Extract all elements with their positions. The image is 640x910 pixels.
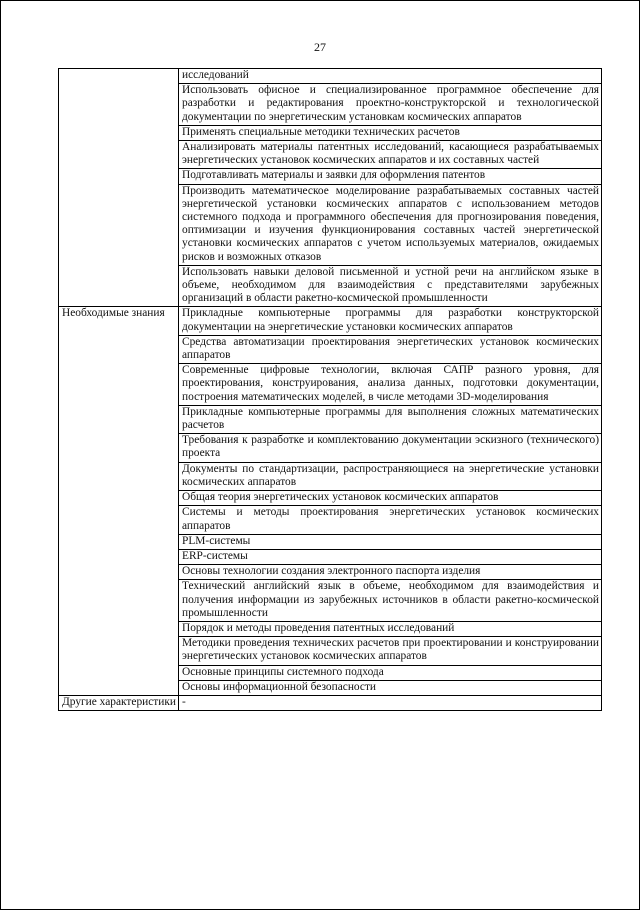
requirement-item: Основы технологии создания электронного паспорта изделия: [179, 565, 602, 580]
table-body: [59, 69, 602, 711]
page-number: 27: [314, 40, 326, 54]
requirement-item: Средства автоматизации проектирования энергетических установок космических аппаратов: [179, 335, 602, 363]
competency-table: [58, 68, 602, 711]
requirement-item: Документы по стандартизации, распространяющиеся на энергетические установки космических аппаратов: [179, 462, 602, 490]
section-label: Необходимые знания: [59, 307, 179, 695]
requirement-item: Анализировать материалы патентных исследований, касающиеся разрабатываемых энергетических установок космических аппаратов и их составных частей: [179, 141, 602, 169]
requirement-item: Современные цифровые технологии, включая САПР разного уровня, для проектирования, конструирования, анализа данных, подготовки документации, построения математических моделей, в числе методами 3D-моделирования: [179, 364, 602, 406]
requirement-item: ERP-системы: [179, 549, 602, 564]
requirement-item: Методики проведения технических расчетов при проектировании и конструировании энергетических установок космических аппаратов: [179, 637, 602, 665]
requirement-item: исследований: [179, 69, 602, 84]
requirement-item: Применять специальные методики технических расчетов: [179, 125, 602, 140]
requirement-item: Технический английский язык в объеме, необходимом для взаимодействия и получения информации из зарубежных источников в области ракетно-космической промышленности: [179, 580, 602, 622]
requirement-item: PLM-системы: [179, 534, 602, 549]
table-row: [59, 69, 602, 84]
table-row: [59, 307, 602, 335]
table-row: [59, 695, 602, 710]
requirement-item: Системы и методы проектирования энергетических установок космических аппаратов: [179, 506, 602, 534]
requirement-item: Основы информационной безопасности: [179, 680, 602, 695]
requirement-item: Прикладные компьютерные программы для выполнения сложных математических расчетов: [179, 405, 602, 433]
requirement-item: Производить математическое моделирование разрабатываемых составных частей энергетической установки космических аппаратов с использованием методов системного подхода и программного обеспечения для прогнозирования поведения, оптимизации и изучения функционирования составных частей энергетической установки космических аппаратов с учетом используемых материалов, ожидаемых рисков и возможных отказов: [179, 184, 602, 265]
section-label: Другие характеристики: [59, 695, 179, 710]
requirement-item: Порядок и методы проведения патентных исследований: [179, 621, 602, 636]
requirement-item: Подготавливать материалы и заявки для оформления патентов: [179, 169, 602, 184]
requirement-item: Требования к разработке и комплектованию документации эскизного (технического) проекта: [179, 434, 602, 462]
requirement-item: Использовать навыки деловой письменной и устной речи на английском языке в объеме, необходимом для взаимодействия с представителями зарубежных организаций в области ракетно-космической промышленности: [179, 265, 602, 307]
requirement-item: Основные принципы системного подхода: [179, 665, 602, 680]
section-label: [59, 69, 179, 307]
requirement-item: -: [179, 695, 602, 710]
requirement-item: Общая теория энергетических установок космических аппаратов: [179, 491, 602, 506]
requirement-item: Прикладные компьютерные программы для разработки конструкторской документации на энергетические установки космических аппаратов: [179, 307, 602, 335]
requirement-item: Использовать офисное и специализированное программное обеспечение для разработки и редактирования проектно-конструкторской и технологической документации по энергетическим установкам космических аппаратов: [179, 84, 602, 126]
